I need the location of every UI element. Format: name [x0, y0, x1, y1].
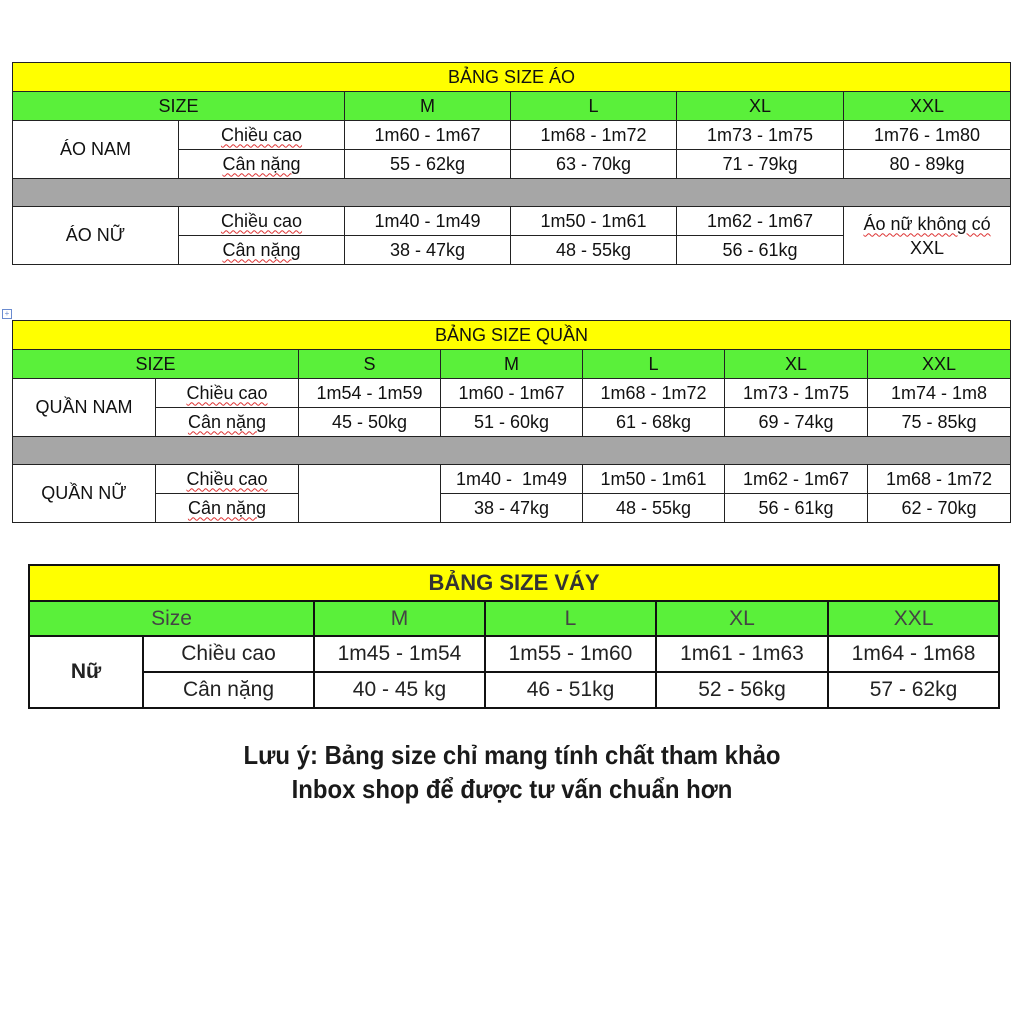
size-col-xxl: XXL	[828, 601, 999, 636]
cell: 71 - 79kg	[677, 150, 844, 179]
size-col-l: L	[485, 601, 656, 636]
table-title: BẢNG SIZE ÁO	[13, 63, 1011, 92]
cell: 63 - 70kg	[511, 150, 677, 179]
group-label-quan-nu: QUẦN NỮ	[13, 465, 156, 523]
cell: 52 - 56kg	[656, 672, 828, 708]
size-header: Size	[29, 601, 314, 636]
table-title: BẢNG SIZE VÁY	[29, 565, 999, 601]
size-col-xxl: XXL	[844, 92, 1011, 121]
cell: 1m60 - 1m67	[345, 121, 511, 150]
cell: 62 - 70kg	[868, 494, 1011, 523]
table-move-handle-icon: +	[2, 309, 12, 319]
size-col-xl: XL	[677, 92, 844, 121]
cell: 1m55 - 1m60	[485, 636, 656, 672]
cell: 1m45 - 1m54	[314, 636, 485, 672]
cell: 40 - 45 kg	[314, 672, 485, 708]
row-label-height: Chiều cao	[179, 207, 345, 236]
cell: 45 - 50kg	[299, 408, 441, 437]
size-col-l: L	[583, 350, 725, 379]
cell: 80 - 89kg	[844, 150, 1011, 179]
skirt-size-table	[28, 564, 1000, 709]
size-col-m: M	[314, 601, 485, 636]
cell: 1m68 - 1m72	[583, 379, 725, 408]
row-label-weight: Cân nặng	[143, 672, 314, 708]
cell: 1m73 - 1m75	[725, 379, 868, 408]
cell: 1m76 - 1m80	[844, 121, 1011, 150]
xxl-unavailable-note: Áo nữ không có XXL	[844, 207, 1011, 265]
cell: 48 - 55kg	[511, 236, 677, 265]
row-label-weight: Cân nặng	[179, 236, 345, 265]
cell: 56 - 61kg	[725, 494, 868, 523]
cell: 69 - 74kg	[725, 408, 868, 437]
size-col-s: S	[299, 350, 441, 379]
cell: 38 - 47kg	[345, 236, 511, 265]
cell: 46 - 51kg	[485, 672, 656, 708]
row-label-height: Chiều cao	[156, 465, 299, 494]
size-col-xl: XL	[725, 350, 868, 379]
cell: 1m54 - 1m59	[299, 379, 441, 408]
size-header: SIZE	[13, 350, 299, 379]
cell: 1m62 - 1m67	[725, 465, 868, 494]
cell: 57 - 62kg	[828, 672, 999, 708]
cell: 1m62 - 1m67	[677, 207, 844, 236]
group-label-quan-nam: QUẦN NAM	[13, 379, 156, 437]
table-title: BẢNG SIZE QUẦN	[13, 321, 1011, 350]
cell: 1m50 - 1m61	[583, 465, 725, 494]
cell: 1m64 - 1m68	[828, 636, 999, 672]
row-label-weight: Cân nặng	[156, 494, 299, 523]
row-label-height: Chiều cao	[143, 636, 314, 672]
size-header: SIZE	[13, 92, 345, 121]
cell: 56 - 61kg	[677, 236, 844, 265]
size-col-m: M	[441, 350, 583, 379]
cell: 61 - 68kg	[583, 408, 725, 437]
group-label-vay-nu: Nữ	[29, 636, 143, 708]
cell: 55 - 62kg	[345, 150, 511, 179]
pants-size-table	[12, 320, 1011, 523]
row-label-weight: Cân nặng	[179, 150, 345, 179]
size-col-m: M	[345, 92, 511, 121]
group-label-ao-nu: ÁO NỮ	[13, 207, 179, 265]
cell: 38 - 47kg	[441, 494, 583, 523]
note-line-1: Lưu ý: Bảng size chỉ mang tính chất tham khảo	[243, 740, 781, 770]
note-line-2: Inbox shop để được tư vấn chuẩn hơn	[291, 774, 733, 804]
cell: 1m73 - 1m75	[677, 121, 844, 150]
cell: 1m60 - 1m67	[441, 379, 583, 408]
cell: 51 - 60kg	[441, 408, 583, 437]
group-label-ao-nam: ÁO NAM	[13, 121, 179, 179]
separator-row	[13, 437, 1011, 465]
cell: 1m68 - 1m72	[511, 121, 677, 150]
cell: 75 - 85kg	[868, 408, 1011, 437]
row-label-weight: Cân nặng	[156, 408, 299, 437]
cell: 1m40 - 1m49	[345, 207, 511, 236]
row-label-height: Chiều cao	[156, 379, 299, 408]
cell: 48 - 55kg	[583, 494, 725, 523]
separator-row	[13, 179, 1011, 207]
cell: 1m50 - 1m61	[511, 207, 677, 236]
cell: 1m40 - 1m49	[441, 465, 583, 494]
size-col-xl: XL	[656, 601, 828, 636]
shirt-size-table	[12, 62, 1011, 265]
cell: 1m61 - 1m63	[656, 636, 828, 672]
row-label-height: Chiều cao	[179, 121, 345, 150]
size-col-l: L	[511, 92, 677, 121]
cell: 1m74 - 1m8	[868, 379, 1011, 408]
size-col-xxl: XXL	[868, 350, 1011, 379]
empty-cell	[299, 465, 441, 523]
cell: 1m68 - 1m72	[868, 465, 1011, 494]
